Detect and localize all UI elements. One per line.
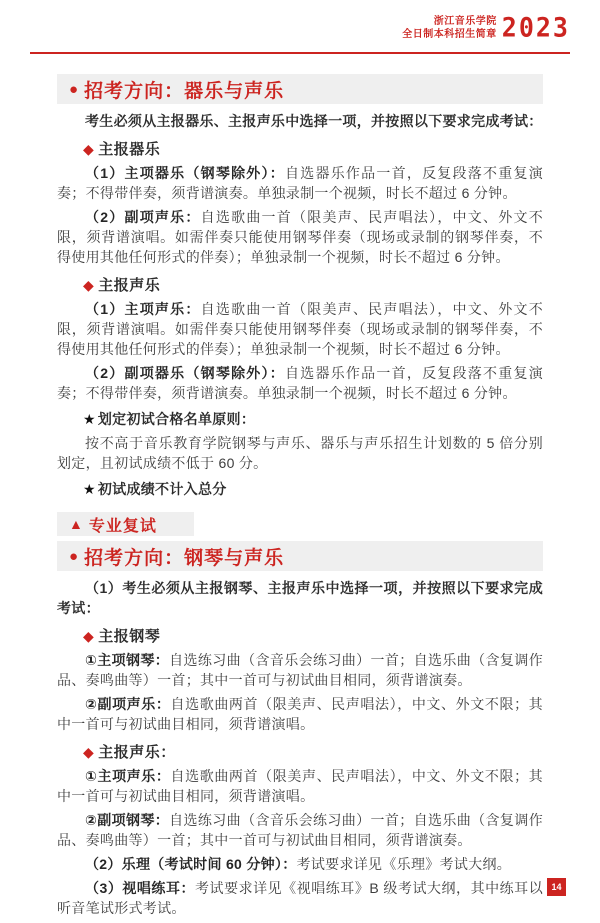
paragraph-label: （3）视唱练耳： (85, 880, 196, 896)
diamond-bullet-icon: ◆ (83, 628, 95, 644)
paragraph: （1）考生必须从主报钢琴、主报声乐中选择一项，并按照以下要求完成考试： (57, 580, 543, 616)
paragraph: 按不高于音乐教育学院钢琴与声乐、器乐与声乐招生计划数的 5 倍分别划定，且初试成绩不低于 60 分。 (57, 435, 543, 471)
content (57, 69, 543, 918)
sub-heading (83, 274, 543, 295)
paragraph-label: ①主项声乐： (85, 768, 171, 784)
section-heading (57, 74, 543, 104)
sub-heading-text: 主报声乐 (98, 277, 161, 294)
paragraph: 考生必须从主报器乐、主报声乐中选择一项，并按照以下要求完成考试： (85, 113, 543, 129)
star-note-text: 初试成绩不计入总分 (97, 481, 227, 497)
paragraph: （2）副项声乐：自选歌曲一首（限美声、民声唱法），中文、外文不限，须背谱演唱。如需伴奏只能使用钢琴伴奏（现场或录制的钢琴伴奏，不得使用其他任何形式的伴奏）；单独录制一个视频，时长不超过 6 分钟。 (57, 209, 544, 265)
paragraph-label: （2）乐理（考试时间 60 分钟）： (85, 856, 297, 872)
paragraph: （2）副项器乐（钢琴除外）：自选器乐作品一首，反复段落不重复演奏；不得带伴奏，须背谱演奏。单独录制一个视频，时长不超过 6 分钟。 (57, 365, 543, 401)
section-heading-text: 招考方向：器乐与声乐 (84, 80, 285, 102)
paragraph-label: （2）副项声乐： (85, 209, 201, 225)
header-year: 2023 (501, 12, 570, 43)
sub-heading (83, 625, 543, 646)
star-note (83, 479, 543, 499)
paragraph: （2）乐理（考试时间 60 分钟）：考试要求详见《乐理》考试大纲。 (85, 856, 512, 872)
paragraph: ①主项钢琴：自选练习曲（含音乐会练习曲）一首；自选乐曲（含复调作品、奏鸣曲等）一首；其中一首可与初试曲目相同，须背谱演奏。 (57, 652, 543, 688)
paragraph-label: ①主项钢琴： (85, 652, 170, 668)
circle-bullet-icon: ● (69, 547, 80, 565)
paragraph-label: （1）主项声乐： (85, 301, 201, 317)
paragraph: ②副项钢琴：自选练习曲（含音乐会练习曲）一首；自选乐曲（含复调作品、奏鸣曲等）一首；其中一首可与初试曲目相同，须背谱演奏。 (57, 812, 543, 848)
header-titles (402, 15, 497, 41)
paragraph: ①主项声乐：自选歌曲两首（限美声、民声唱法），中文、外文不限；其中一首可与初试曲目相同，须背谱演唱。 (57, 768, 543, 804)
star-note-text: 划定初试合格名单原则： (97, 411, 256, 427)
paragraph: （3）视唱练耳：考试要求详见《视唱练耳》B 级考试大纲，其中练耳以听音笔试形式考试。 (57, 880, 543, 916)
star-icon: ★ (83, 481, 96, 497)
section-heading (57, 541, 543, 571)
sub-heading (83, 741, 543, 762)
page-header (402, 13, 570, 42)
paragraph-label: （2）副项器乐（钢琴除外）： (85, 365, 286, 381)
star-note (83, 409, 543, 429)
page-number-badge: 14 (547, 878, 566, 896)
paragraph-label: ②副项声乐： (85, 696, 171, 712)
diamond-bullet-icon: ◆ (83, 277, 95, 293)
paragraph: （1）主项器乐（钢琴除外）：自选器乐作品一首，反复段落不重复演奏；不得带伴奏，须背谱演奏。单独录制一个视频，时长不超过 6 分钟。 (57, 165, 543, 201)
section-heading-text: 招考方向：钢琴与声乐 (84, 547, 285, 569)
header-school-name: 浙江音乐学院 (433, 15, 497, 27)
diamond-bullet-icon: ◆ (83, 141, 95, 157)
paragraph: ②副项声乐：自选歌曲两首（限美声、民声唱法），中文、外文不限；其中一首可与初试曲目相同，须背谱演唱。 (57, 696, 543, 732)
sub-heading-text: 主报钢琴 (98, 628, 161, 645)
sub-heading-text: 主报器乐 (98, 141, 161, 158)
paragraph-label: ②副项钢琴： (85, 812, 170, 828)
header-subtitle: 全日制本科招生简章 (402, 28, 497, 40)
section-heading-text: 专业复试 (88, 517, 157, 535)
triangle-bullet-icon: ▲ (69, 516, 84, 532)
paragraph: （1）主项声乐：自选歌曲一首（限美声、民声唱法），中文、外文不限，须背谱演唱。如需伴奏只能使用钢琴伴奏（现场或录制的钢琴伴奏，不得使用其他任何形式的伴奏）；单独录制一个视频，时长不超过 6 分钟。 (57, 301, 544, 357)
diamond-bullet-icon: ◆ (83, 744, 95, 760)
circle-bullet-icon: ● (69, 80, 80, 98)
sub-heading (83, 138, 543, 159)
star-icon: ★ (83, 411, 96, 427)
header-divider-line (30, 52, 570, 54)
section-heading (57, 512, 194, 536)
paragraph-label: （1）主项器乐（钢琴除外）： (85, 165, 286, 181)
sub-heading-text: 主报声乐： (98, 744, 176, 761)
